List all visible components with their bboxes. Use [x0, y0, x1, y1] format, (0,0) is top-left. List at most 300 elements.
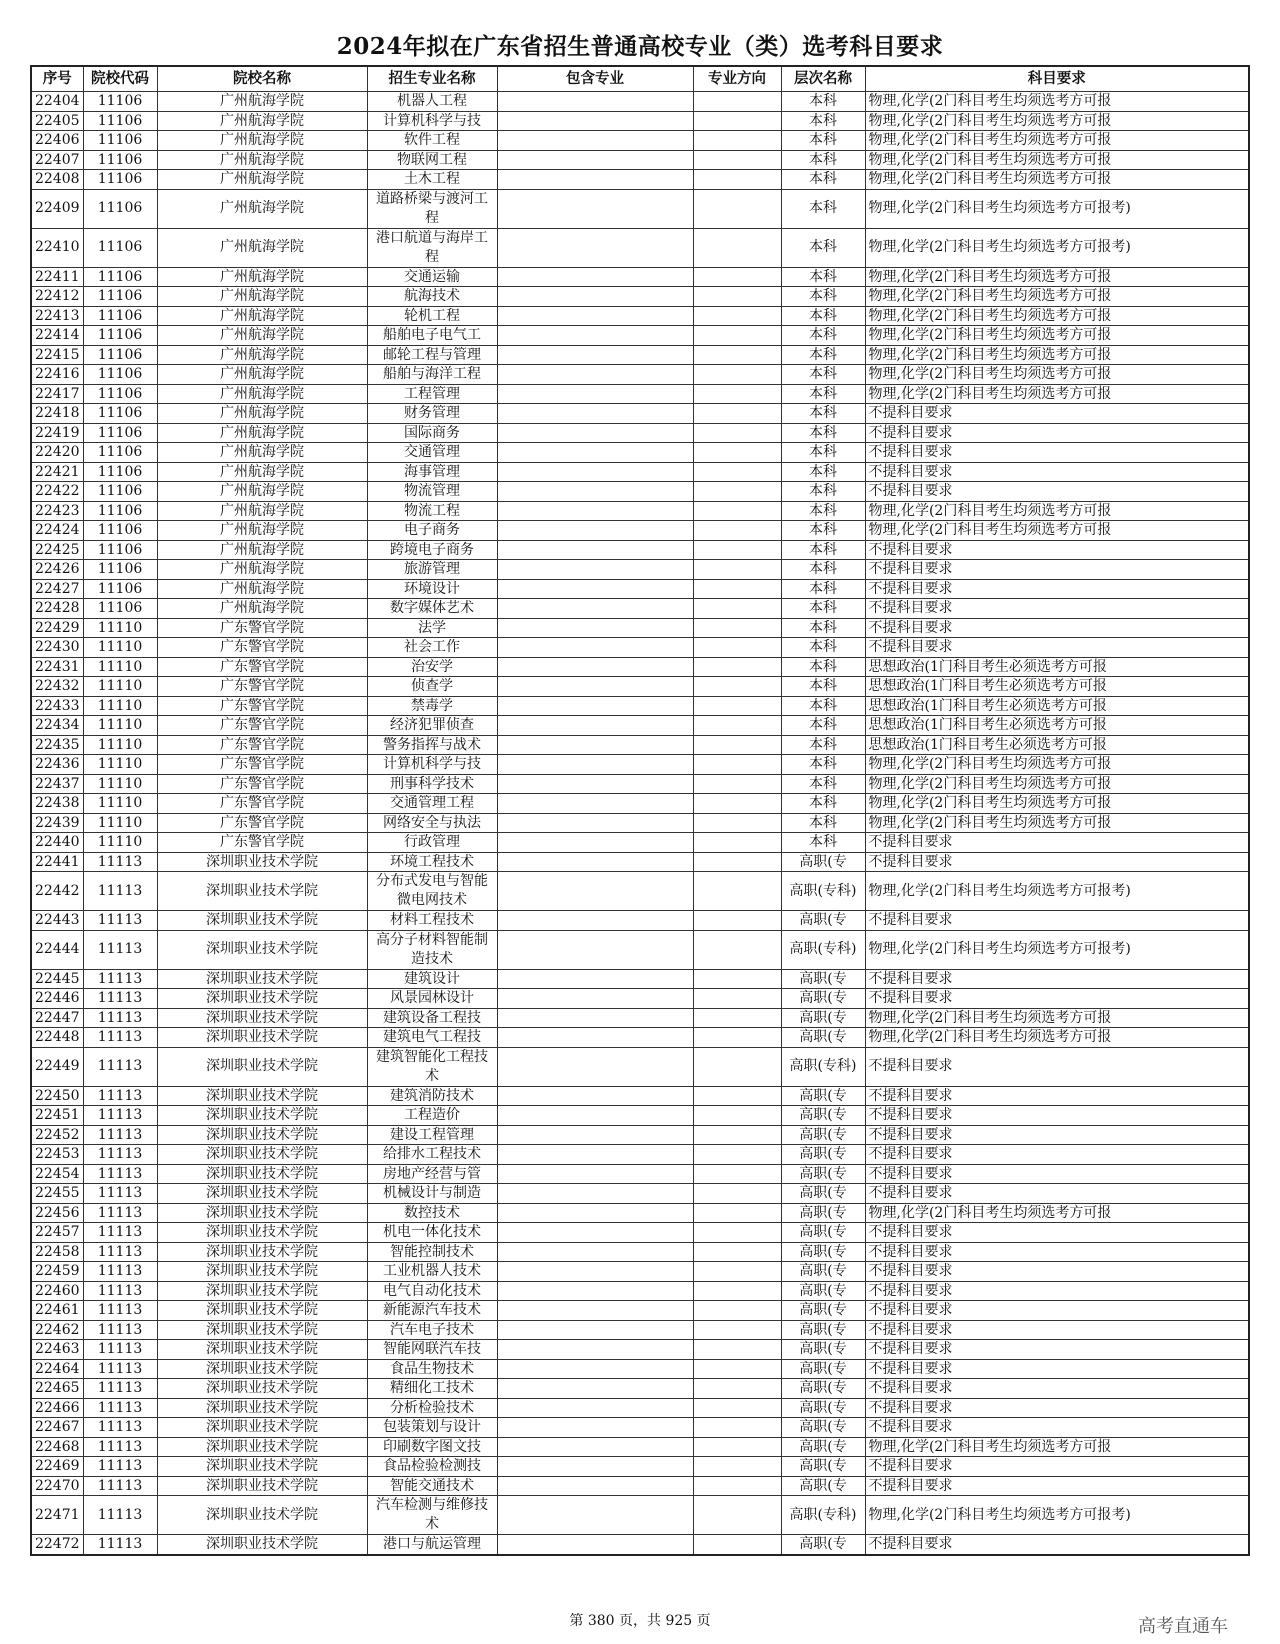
- cell-school-code: 11113: [83, 872, 157, 911]
- cell-seq: 22410: [31, 228, 83, 267]
- cell-level: 本科: [781, 735, 865, 755]
- cell-seq: 22407: [31, 150, 83, 170]
- cell-major-name: 数控技术: [367, 1203, 497, 1223]
- cell-major-direction: [693, 345, 781, 365]
- cell-major-direction: [693, 833, 781, 853]
- cell-included-majors: [497, 462, 693, 482]
- table-row: [31, 1496, 1249, 1535]
- cell-level: 本科: [781, 267, 865, 287]
- cell-subject-requirement: 物理,化学(2门科目考生均须选考方可报: [865, 365, 1249, 385]
- cell-major-direction: [693, 1301, 781, 1321]
- cell-subject-requirement: 物理,化学(2门科目考生均须选考方可报: [865, 345, 1249, 365]
- cell-seq: 22434: [31, 716, 83, 736]
- cell-school-code: 11106: [83, 267, 157, 287]
- cell-subject-requirement: 不提科目要求: [865, 1223, 1249, 1243]
- table-row: [31, 930, 1249, 969]
- cell-seq: 22416: [31, 365, 83, 385]
- table-row: [31, 755, 1249, 775]
- cell-level: 本科: [781, 657, 865, 677]
- cell-seq: 22452: [31, 1125, 83, 1145]
- cell-school-code: 11106: [83, 150, 157, 170]
- cell-seq: 22464: [31, 1359, 83, 1379]
- cell-included-majors: [497, 638, 693, 658]
- table-row: [31, 1340, 1249, 1360]
- cell-school-name: 深圳职业技术学院: [157, 1106, 367, 1126]
- cell-seq: 22441: [31, 852, 83, 872]
- cell-major-direction: [693, 287, 781, 307]
- cell-major-name: 建筑设计: [367, 969, 497, 989]
- cell-included-majors: [497, 872, 693, 911]
- table-row: [31, 287, 1249, 307]
- cell-school-name: 深圳职业技术学院: [157, 1457, 367, 1477]
- cell-school-name: 广东警官学院: [157, 716, 367, 736]
- table-row: [31, 774, 1249, 794]
- page-title: 2024年拟在广东省招生普通高校专业（类）选考科目要求: [336, 33, 944, 60]
- cell-school-name: 深圳职业技术学院: [157, 1320, 367, 1340]
- cell-subject-requirement: 物理,化学(2门科目考生均须选考方可报: [865, 813, 1249, 833]
- table-row: [31, 131, 1249, 151]
- cell-level: 本科: [781, 365, 865, 385]
- table-row: [31, 1457, 1249, 1477]
- table-row: [31, 1437, 1249, 1457]
- cell-included-majors: [497, 735, 693, 755]
- cell-major-direction: [693, 1496, 781, 1535]
- cell-school-name: 深圳职业技术学院: [157, 1359, 367, 1379]
- cell-school-code: 11113: [83, 969, 157, 989]
- cell-level: 本科: [781, 131, 865, 151]
- cell-school-code: 11113: [83, 1242, 157, 1262]
- cell-school-name: 广州航海学院: [157, 365, 367, 385]
- cell-major-name: 船舶与海洋工程: [367, 365, 497, 385]
- cell-major-name: 环境工程技术: [367, 852, 497, 872]
- cell-school-code: 11110: [83, 638, 157, 658]
- cell-seq: 22439: [31, 813, 83, 833]
- cell-major-direction: [693, 384, 781, 404]
- cell-major-name: 法学: [367, 618, 497, 638]
- table-row: [31, 813, 1249, 833]
- cell-school-name: 广州航海学院: [157, 384, 367, 404]
- table-row: [31, 989, 1249, 1009]
- cell-major-direction: [693, 404, 781, 424]
- cell-level: 高职(专: [781, 1262, 865, 1282]
- table-row: [31, 1476, 1249, 1496]
- cell-included-majors: [497, 1223, 693, 1243]
- cell-school-code: 11110: [83, 813, 157, 833]
- cell-subject-requirement: 不提科目要求: [865, 540, 1249, 560]
- cell-subject-requirement: 思想政治(1门科目考生必须选考方可报: [865, 657, 1249, 677]
- cell-level: 本科: [781, 638, 865, 658]
- cell-level: 本科: [781, 618, 865, 638]
- cell-seq: 22421: [31, 462, 83, 482]
- cell-school-name: 广东警官学院: [157, 618, 367, 638]
- cell-major-direction: [693, 1028, 781, 1048]
- cell-subject-requirement: 不提科目要求: [865, 1535, 1249, 1555]
- cell-included-majors: [497, 1379, 693, 1399]
- cell-included-majors: [497, 92, 693, 112]
- cell-level: 高职(专科): [781, 872, 865, 911]
- cell-school-name: 深圳职业技术学院: [157, 852, 367, 872]
- cell-major-direction: [693, 618, 781, 638]
- cell-major-name: 智能网联汽车技: [367, 1340, 497, 1360]
- cell-major-direction: [693, 365, 781, 385]
- cell-school-name: 广州航海学院: [157, 540, 367, 560]
- cell-school-code: 11106: [83, 111, 157, 131]
- cell-major-name: 机电一体化技术: [367, 1223, 497, 1243]
- cell-subject-requirement: 物理,化学(2门科目考生均须选考方可报考): [865, 1496, 1249, 1535]
- header-included-majors: 包含专业: [497, 66, 693, 92]
- cell-subject-requirement: 物理,化学(2门科目考生均须选考方可报考): [865, 189, 1249, 228]
- cell-school-code: 11106: [83, 560, 157, 580]
- cell-included-majors: [497, 1437, 693, 1457]
- cell-major-direction: [693, 1125, 781, 1145]
- cell-major-name: 软件工程: [367, 131, 497, 151]
- cell-school-name: 广州航海学院: [157, 501, 367, 521]
- cell-included-majors: [497, 345, 693, 365]
- cell-subject-requirement: 不提科目要求: [865, 1340, 1249, 1360]
- cell-major-direction: [693, 1476, 781, 1496]
- cell-major-direction: [693, 1340, 781, 1360]
- cell-major-direction: [693, 150, 781, 170]
- cell-level: 本科: [781, 540, 865, 560]
- cell-major-direction: [693, 1106, 781, 1126]
- cell-subject-requirement: 不提科目要求: [865, 1047, 1249, 1086]
- cell-level: 高职(专: [781, 1301, 865, 1321]
- header-level: 层次名称: [781, 66, 865, 92]
- cell-seq: 22411: [31, 267, 83, 287]
- cell-school-name: 广东警官学院: [157, 657, 367, 677]
- cell-seq: 22445: [31, 969, 83, 989]
- cell-level: 高职(专: [781, 1320, 865, 1340]
- cell-school-name: 广州航海学院: [157, 287, 367, 307]
- cell-level: 高职(专: [781, 1028, 865, 1048]
- cell-included-majors: [497, 131, 693, 151]
- cell-subject-requirement: 不提科目要求: [865, 1086, 1249, 1106]
- cell-school-code: 11113: [83, 1145, 157, 1165]
- cell-level: 本科: [781, 326, 865, 346]
- cell-seq: 22420: [31, 443, 83, 463]
- cell-included-majors: [497, 170, 693, 190]
- cell-seq: 22457: [31, 1223, 83, 1243]
- cell-level: 本科: [781, 560, 865, 580]
- cell-subject-requirement: 不提科目要求: [865, 1379, 1249, 1399]
- table-row: [31, 852, 1249, 872]
- cell-included-majors: [497, 1457, 693, 1477]
- cell-major-name: 分布式发电与智能微电网技术: [367, 872, 497, 911]
- cell-included-majors: [497, 1106, 693, 1126]
- cell-level: 高职(专: [781, 1106, 865, 1126]
- cell-school-code: 11106: [83, 170, 157, 190]
- table-row: [31, 677, 1249, 697]
- table-row: [31, 696, 1249, 716]
- cell-major-direction: [693, 1437, 781, 1457]
- cell-school-code: 11113: [83, 1359, 157, 1379]
- cell-school-name: 深圳职业技术学院: [157, 1535, 367, 1555]
- cell-school-code: 11110: [83, 677, 157, 697]
- cell-level: 本科: [781, 813, 865, 833]
- cell-school-code: 11113: [83, 1476, 157, 1496]
- cell-school-code: 11113: [83, 930, 157, 969]
- cell-school-code: 11113: [83, 1086, 157, 1106]
- cell-included-majors: [497, 657, 693, 677]
- cell-subject-requirement: 物理,化学(2门科目考生均须选考方可报: [865, 384, 1249, 404]
- cell-seq: 22405: [31, 111, 83, 131]
- cell-school-code: 11113: [83, 1125, 157, 1145]
- cell-level: 本科: [781, 345, 865, 365]
- cell-major-name: 建筑电气工程技: [367, 1028, 497, 1048]
- cell-level: 本科: [781, 774, 865, 794]
- table-row: [31, 1262, 1249, 1282]
- cell-major-name: 国际商务: [367, 423, 497, 443]
- cell-major-direction: [693, 326, 781, 346]
- table-row: [31, 735, 1249, 755]
- cell-major-name: 财务管理: [367, 404, 497, 424]
- cell-school-name: 深圳职业技术学院: [157, 1398, 367, 1418]
- cell-school-name: 深圳职业技术学院: [157, 1028, 367, 1048]
- table-row: [31, 170, 1249, 190]
- cell-level: 本科: [781, 287, 865, 307]
- cell-major-direction: [693, 1379, 781, 1399]
- table-row: [31, 482, 1249, 502]
- cell-major-name: 给排水工程技术: [367, 1145, 497, 1165]
- cell-school-name: 深圳职业技术学院: [157, 1301, 367, 1321]
- cell-school-name: 深圳职业技术学院: [157, 1047, 367, 1086]
- cell-seq: 22472: [31, 1535, 83, 1555]
- cell-included-majors: [497, 287, 693, 307]
- cell-major-direction: [693, 1047, 781, 1086]
- cell-school-code: 11113: [83, 1496, 157, 1535]
- cell-major-name: 汽车检测与维修技术: [367, 1496, 497, 1535]
- cell-seq: 22443: [31, 911, 83, 931]
- cell-school-code: 11110: [83, 774, 157, 794]
- cell-subject-requirement: 不提科目要求: [865, 1320, 1249, 1340]
- table-row: [31, 1359, 1249, 1379]
- cell-level: 高职(专: [781, 1457, 865, 1477]
- cell-level: 高职(专: [781, 1359, 865, 1379]
- header-school-code: 院校代码: [83, 66, 157, 92]
- cell-major-direction: [693, 482, 781, 502]
- cell-school-name: 深圳职业技术学院: [157, 969, 367, 989]
- cell-major-direction: [693, 267, 781, 287]
- cell-seq: 22406: [31, 131, 83, 151]
- cell-level: 本科: [781, 696, 865, 716]
- cell-major-name: 刑事科学技术: [367, 774, 497, 794]
- cell-included-majors: [497, 384, 693, 404]
- table-row: [31, 423, 1249, 443]
- cell-school-name: 广东警官学院: [157, 774, 367, 794]
- cell-included-majors: [497, 774, 693, 794]
- cell-included-majors: [497, 696, 693, 716]
- cell-subject-requirement: 不提科目要求: [865, 1398, 1249, 1418]
- cell-subject-requirement: 不提科目要求: [865, 1125, 1249, 1145]
- cell-seq: 22426: [31, 560, 83, 580]
- cell-seq: 22438: [31, 794, 83, 814]
- cell-major-direction: [693, 1457, 781, 1477]
- cell-level: 本科: [781, 443, 865, 463]
- cell-level: 高职(专: [781, 1125, 865, 1145]
- cell-school-code: 11113: [83, 1262, 157, 1282]
- cell-school-name: 深圳职业技术学院: [157, 1496, 367, 1535]
- cell-seq: 22454: [31, 1164, 83, 1184]
- cell-major-name: 食品生物技术: [367, 1359, 497, 1379]
- cell-seq: 22433: [31, 696, 83, 716]
- cell-seq: 22461: [31, 1301, 83, 1321]
- cell-major-direction: [693, 1398, 781, 1418]
- cell-subject-requirement: 不提科目要求: [865, 1106, 1249, 1126]
- cell-included-majors: [497, 540, 693, 560]
- cell-included-majors: [497, 1242, 693, 1262]
- cell-level: 高职(专: [781, 1086, 865, 1106]
- cell-included-majors: [497, 1145, 693, 1165]
- cell-school-name: 广州航海学院: [157, 560, 367, 580]
- table-row: [31, 1145, 1249, 1165]
- table-row: [31, 326, 1249, 346]
- cell-major-direction: [693, 696, 781, 716]
- cell-school-name: 深圳职业技术学院: [157, 930, 367, 969]
- cell-major-name: 海事管理: [367, 462, 497, 482]
- cell-level: 本科: [781, 462, 865, 482]
- cell-school-name: 广东警官学院: [157, 755, 367, 775]
- cell-major-name: 道路桥梁与渡河工程: [367, 189, 497, 228]
- cell-major-direction: [693, 1145, 781, 1165]
- table-row: [31, 1223, 1249, 1243]
- table-row: [31, 872, 1249, 911]
- cell-school-name: 深圳职业技术学院: [157, 1184, 367, 1204]
- cell-major-direction: [693, 1281, 781, 1301]
- cell-major-direction: [693, 794, 781, 814]
- cell-included-majors: [497, 1359, 693, 1379]
- cell-subject-requirement: 物理,化学(2门科目考生均须选考方可报: [865, 92, 1249, 112]
- cell-school-name: 深圳职业技术学院: [157, 1164, 367, 1184]
- cell-level: 高职(专: [781, 852, 865, 872]
- cell-subject-requirement: 不提科目要求: [865, 1359, 1249, 1379]
- cell-school-code: 11110: [83, 716, 157, 736]
- cell-school-name: 深圳职业技术学院: [157, 1223, 367, 1243]
- cell-school-name: 广州航海学院: [157, 482, 367, 502]
- table-body: [31, 92, 1249, 1555]
- cell-included-majors: [497, 969, 693, 989]
- cell-school-code: 11113: [83, 1281, 157, 1301]
- cell-major-direction: [693, 969, 781, 989]
- table-row: [31, 833, 1249, 853]
- cell-school-code: 11110: [83, 833, 157, 853]
- cell-major-name: 社会工作: [367, 638, 497, 658]
- cell-level: 高职(专: [781, 1203, 865, 1223]
- cell-school-name: 广州航海学院: [157, 521, 367, 541]
- cell-level: 高职(专: [781, 1437, 865, 1457]
- table-row: [31, 150, 1249, 170]
- cell-school-name: 广东警官学院: [157, 794, 367, 814]
- cell-subject-requirement: 思想政治(1门科目考生必须选考方可报: [865, 716, 1249, 736]
- cell-level: 高职(专: [781, 1418, 865, 1438]
- table-row: [31, 189, 1249, 228]
- cell-school-code: 11113: [83, 1535, 157, 1555]
- cell-level: 高职(专: [781, 1242, 865, 1262]
- cell-subject-requirement: 不提科目要求: [865, 638, 1249, 658]
- cell-subject-requirement: 物理,化学(2门科目考生均须选考方可报: [865, 150, 1249, 170]
- cell-seq: 22451: [31, 1106, 83, 1126]
- table-row: [31, 384, 1249, 404]
- cell-seq: 22448: [31, 1028, 83, 1048]
- cell-level: 高职(专: [781, 1340, 865, 1360]
- table-row: [31, 1379, 1249, 1399]
- cell-included-majors: [497, 1047, 693, 1086]
- table-row: [31, 1184, 1249, 1204]
- cell-major-direction: [693, 657, 781, 677]
- cell-major-name: 土木工程: [367, 170, 497, 190]
- cell-school-code: 11106: [83, 131, 157, 151]
- cell-school-code: 11106: [83, 462, 157, 482]
- table-row: [31, 1028, 1249, 1048]
- cell-level: 本科: [781, 189, 865, 228]
- table-row: [31, 618, 1249, 638]
- cell-seq: 22432: [31, 677, 83, 697]
- cell-seq: 22460: [31, 1281, 83, 1301]
- cell-included-majors: [497, 111, 693, 131]
- cell-included-majors: [497, 560, 693, 580]
- cell-subject-requirement: 物理,化学(2门科目考生均须选考方可报: [865, 1028, 1249, 1048]
- cell-subject-requirement: 物理,化学(2门科目考生均须选考方可报: [865, 1437, 1249, 1457]
- cell-school-name: 广州航海学院: [157, 345, 367, 365]
- cell-included-majors: [497, 1086, 693, 1106]
- cell-level: 高职(专: [781, 969, 865, 989]
- cell-school-code: 11110: [83, 794, 157, 814]
- cell-subject-requirement: 物理,化学(2门科目考生均须选考方可报: [865, 521, 1249, 541]
- cell-major-name: 建筑消防技术: [367, 1086, 497, 1106]
- cell-major-direction: [693, 716, 781, 736]
- cell-major-name: 行政管理: [367, 833, 497, 853]
- cell-included-majors: [497, 930, 693, 969]
- cell-level: 本科: [781, 599, 865, 619]
- cell-school-code: 11106: [83, 365, 157, 385]
- cell-major-name: 船舶电子电气工: [367, 326, 497, 346]
- table-row: [31, 1125, 1249, 1145]
- cell-level: 高职(专: [781, 1164, 865, 1184]
- table-row: [31, 1008, 1249, 1028]
- cell-school-code: 11106: [83, 384, 157, 404]
- cell-major-name: 印刷数字图文技: [367, 1437, 497, 1457]
- cell-level: 本科: [781, 92, 865, 112]
- cell-included-majors: [497, 423, 693, 443]
- cell-subject-requirement: 物理,化学(2门科目考生均须选考方可报考): [865, 872, 1249, 911]
- cell-subject-requirement: 物理,化学(2门科目考生均须选考方可报: [865, 1203, 1249, 1223]
- cell-seq: 22425: [31, 540, 83, 560]
- cell-major-direction: [693, 1359, 781, 1379]
- cell-major-name: 建筑智能化工程技术: [367, 1047, 497, 1086]
- cell-school-code: 11110: [83, 696, 157, 716]
- cell-seq: 22424: [31, 521, 83, 541]
- cell-included-majors: [497, 716, 693, 736]
- cell-included-majors: [497, 1203, 693, 1223]
- cell-school-name: 广东警官学院: [157, 696, 367, 716]
- table-row: [31, 501, 1249, 521]
- table-header-row: [31, 66, 1249, 92]
- table-row: [31, 1418, 1249, 1438]
- cell-school-code: 11106: [83, 443, 157, 463]
- cell-school-code: 11106: [83, 599, 157, 619]
- cell-seq: 22471: [31, 1496, 83, 1535]
- table-row: [31, 345, 1249, 365]
- cell-major-name: 经济犯罪侦查: [367, 716, 497, 736]
- cell-major-name: 电气自动化技术: [367, 1281, 497, 1301]
- cell-school-code: 11113: [83, 989, 157, 1009]
- cell-school-name: 深圳职业技术学院: [157, 1203, 367, 1223]
- cell-school-name: 广东警官学院: [157, 735, 367, 755]
- cell-major-name: 港口航道与海岸工程: [367, 228, 497, 267]
- cell-subject-requirement: 物理,化学(2门科目考生均须选考方可报: [865, 326, 1249, 346]
- requirements-table: [30, 65, 1250, 1556]
- cell-school-name: 深圳职业技术学院: [157, 1242, 367, 1262]
- cell-included-majors: [497, 755, 693, 775]
